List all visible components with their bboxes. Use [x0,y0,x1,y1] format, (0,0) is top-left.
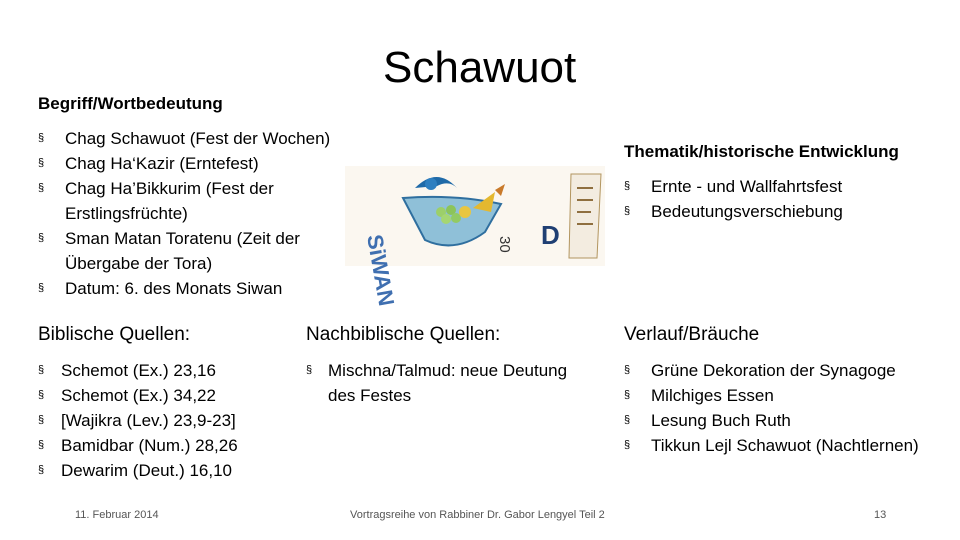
bullet-icon: § [624,414,631,426]
list-item-text: Chag Schawuot (Fest der Wochen) [65,129,331,148]
list-item [624,383,954,408]
siwan-text: SiWAN [362,232,400,308]
list-item [38,226,338,276]
list-item [624,199,944,224]
begriff-list [38,126,338,301]
list-item-text: Ernte - und Wallfahrtsfest [651,177,843,196]
bullet-icon: § [38,157,45,169]
slide-title: Schawuot [383,43,577,92]
list-item [38,458,298,483]
nachbiblische-heading: Nachbiblische Quellen: [306,324,501,345]
list-item-text: Datum: 6. des Monats Siwan [65,279,283,298]
list-item [38,383,298,408]
bullet-icon: § [38,464,45,476]
list-item-text: Dewarim (Deut.) 16,10 [61,461,233,480]
list-item [38,358,298,383]
list-item-text: Grüne Dekoration der Synagoge [651,361,896,380]
list-item-text-cont: Erstlingsfrüchte) [65,204,188,223]
list-item-text: Mischna/Talmud: neue Deutung [328,361,568,380]
biblische-list [38,358,298,483]
letter-d-text: D [541,220,560,250]
list-item-text-cont: des Festes [328,386,412,405]
list-item-text: Bedeutungsverschiebung [651,202,843,221]
bullet-icon: § [38,364,45,376]
bullet-icon: § [38,389,45,401]
nachbiblische-list [306,358,606,408]
biblische-heading: Biblische Quellen: [38,324,191,345]
list-item-text: Bamidbar (Num.) 28,26 [61,436,238,455]
list-item [38,176,338,226]
bullet-icon: § [38,132,45,144]
bullet-icon: § [624,364,631,376]
bullet-icon: § [624,180,631,192]
list-item [38,126,338,151]
list-item [38,408,298,433]
footer-page-number: 13 [874,509,887,521]
list-item [624,358,954,383]
number-30-text: 30 [496,236,513,253]
list-item-text: Schemot (Ex.) 23,16 [61,361,216,380]
bullet-icon: § [38,282,45,294]
list-item [38,433,298,458]
begriff-heading: Begriff/Wortbedeutung [38,94,223,113]
verlauf-list [624,358,954,458]
list-item-text: Tikkun Lejl Schawuot (Nachtlernen) [651,436,919,455]
list-item [38,276,338,301]
bullet-icon: § [38,414,45,426]
verlauf-heading: Verlauf/Bräuche [624,324,760,345]
footer-series: Vortragsreihe von Rabbiner Dr. Gabor Lengyel Teil 2 [350,509,605,521]
list-item [624,408,954,433]
list-item [38,151,338,176]
thematik-list [624,174,944,224]
list-item-text: Lesung Buch Ruth [651,411,791,430]
schawuot-illustration [345,166,605,308]
footer-date: 11. Februar 2014 [75,509,159,521]
bullet-icon: § [38,232,45,244]
list-item-text: Schemot (Ex.) 34,22 [61,386,216,405]
bullet-icon: § [624,439,631,451]
bullet-icon: § [38,182,45,194]
list-item [624,174,944,199]
list-item-text: Chag Ha’Bikkurim (Fest der [65,179,274,198]
list-item [306,358,606,408]
list-item-text-cont: Übergabe der Tora) [65,254,213,273]
list-item-text: [Wajikra (Lev.) 23,9-23] [61,411,236,430]
thematik-heading: Thematik/historische Entwicklung [624,142,899,161]
bullet-icon: § [624,389,631,401]
bullet-icon: § [38,439,45,451]
bullet-icon: § [624,205,631,217]
bullet-icon: § [306,364,313,376]
list-item-text: Sman Matan Toratenu (Zeit der [65,229,300,248]
list-item-text: Chag Ha‘Kazir (Erntefest) [65,154,259,173]
list-item [624,433,954,458]
list-item-text: Milchiges Essen [651,386,774,405]
